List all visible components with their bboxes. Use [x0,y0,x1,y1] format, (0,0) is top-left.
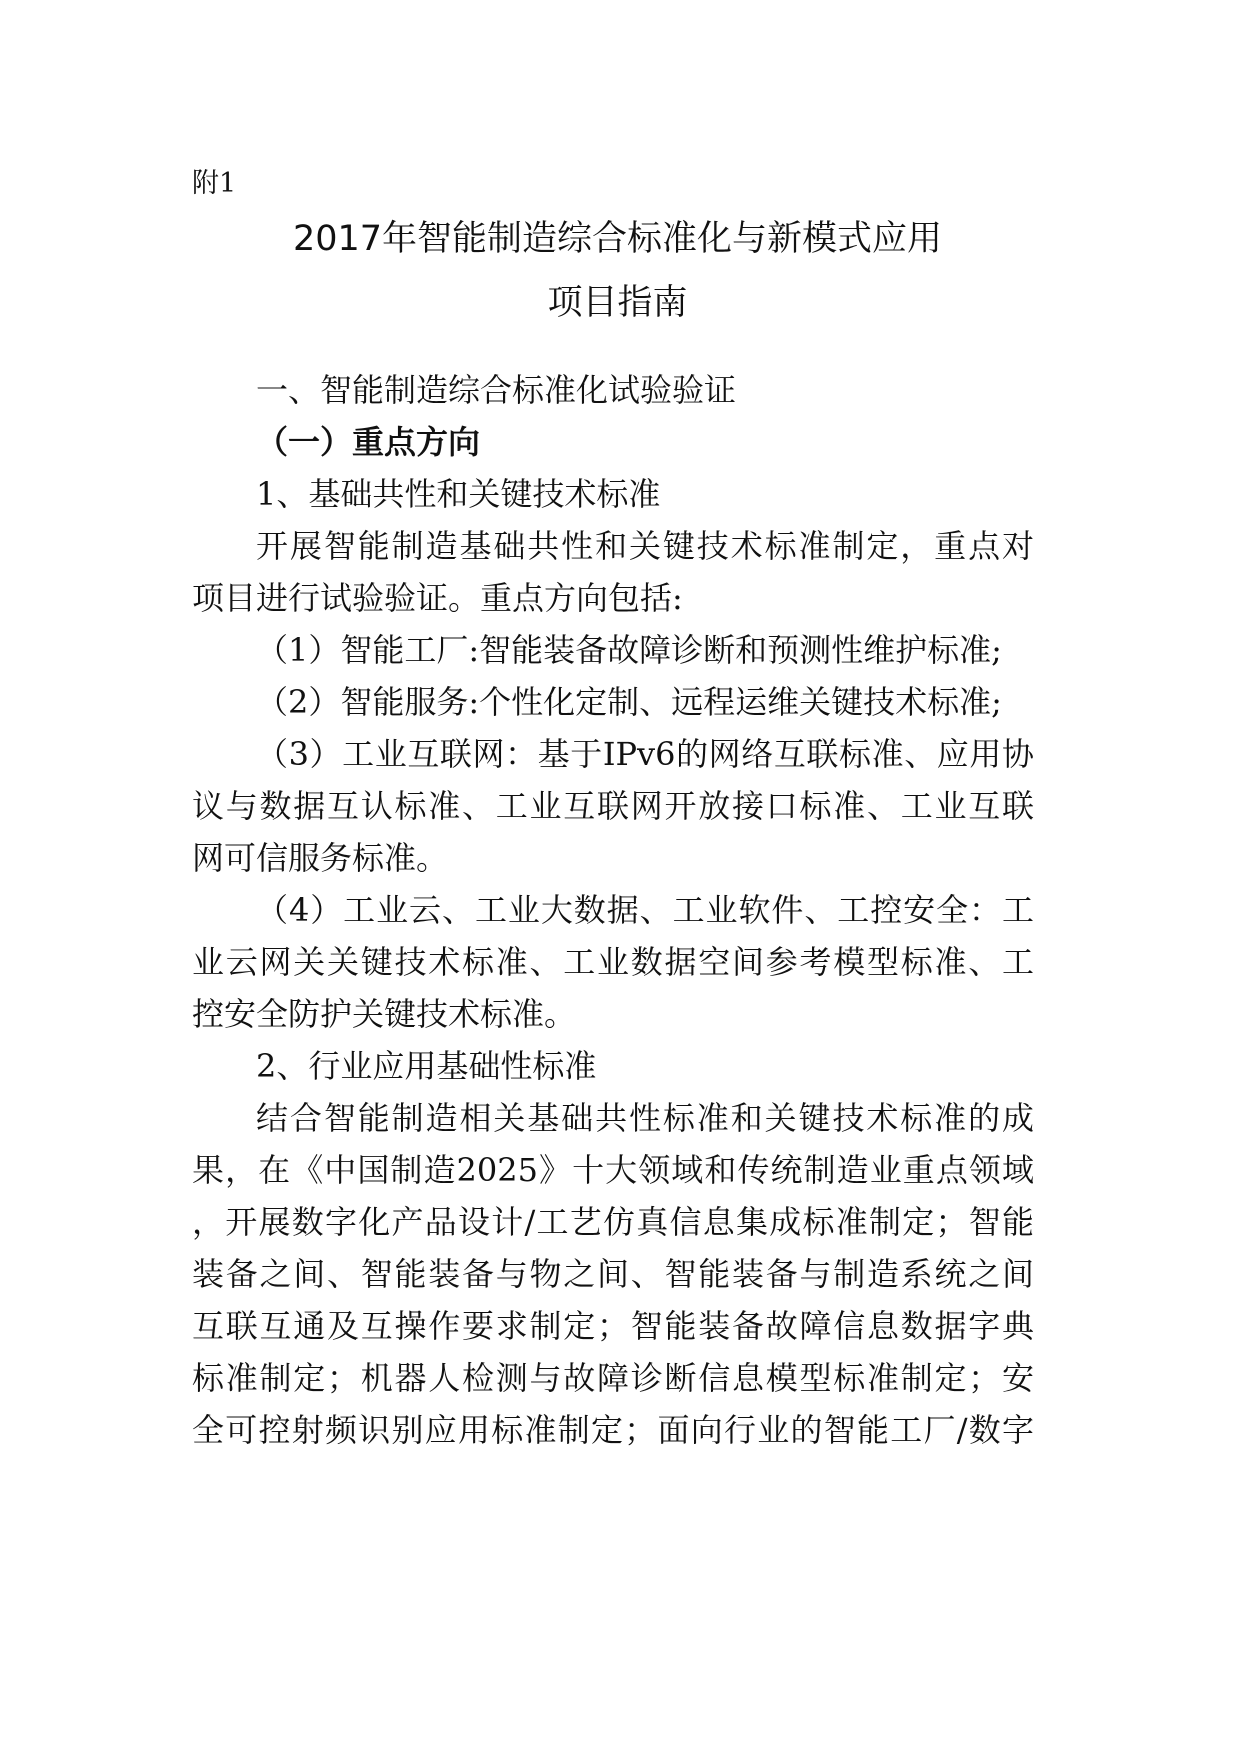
subsection-heading: （一）重点方向 [256,423,481,461]
list-item-point-3: （3）工业互联网：基于IPv6的网络互联标准、应用协 [256,735,1034,773]
paragraph-line: 结合智能制造相关基础共性标准和关键技术标准的成 [256,1099,1034,1137]
paragraph-line: 议与数据互认标准、工业互联网开放接口标准、工业互联 [192,787,1034,825]
paragraph-line: 标准制定；机器人检测与故障诊断信息模型标准制定；安 [192,1359,1034,1397]
paragraph-line: 开展智能制造基础共性和关键技术标准制定，重点对 [256,527,1034,565]
paragraph-line: 网可信服务标准。 [192,839,449,877]
paragraph-line: ，开展数字化产品设计/工艺仿真信息集成标准制定；智能 [192,1203,1034,1241]
attachment-label: 附1 [192,168,237,199]
list-item-point-1: （1）智能工厂:智能装备故障诊断和预测性维护标准; [256,631,1002,669]
paragraph-line: 控安全防护关键技术标准。 [192,995,577,1033]
list-item-point-4: （4）工业云、工业大数据、工业软件、工控安全：工 [256,891,1034,929]
paragraph-line: 项目进行试验验证。重点方向包括: [192,579,683,617]
paragraph-line: 果，在《中国制造2025》十大领域和传统制造业重点领域 [192,1151,1034,1189]
item-heading-1: 1、基础共性和关键技术标准 [256,475,661,513]
paragraph-line: 业云网关关键技术标准、工业数据空间参考模型标准、工 [192,943,1034,981]
paragraph-line: 互联互通及互操作要求制定；智能装备故障信息数据字典 [192,1307,1034,1345]
paragraph-line: 装备之间、智能装备与物之间、智能装备与制造系统之间 [192,1255,1034,1293]
item-heading-2: 2、行业应用基础性标准 [256,1047,597,1085]
document-title-line-2: 项目指南 [547,283,688,323]
paragraph-line: 全可控射频识别应用标准制定；面向行业的智能工厂/数字 [192,1411,1034,1449]
list-item-point-2: （2）智能服务:个性化定制、远程运维关键技术标准; [256,683,1002,721]
section-heading: 一、智能制造综合标准化试验验证 [256,371,737,409]
document-title-line-1: 2017年智能制造综合标准化与新模式应用 [292,219,943,259]
